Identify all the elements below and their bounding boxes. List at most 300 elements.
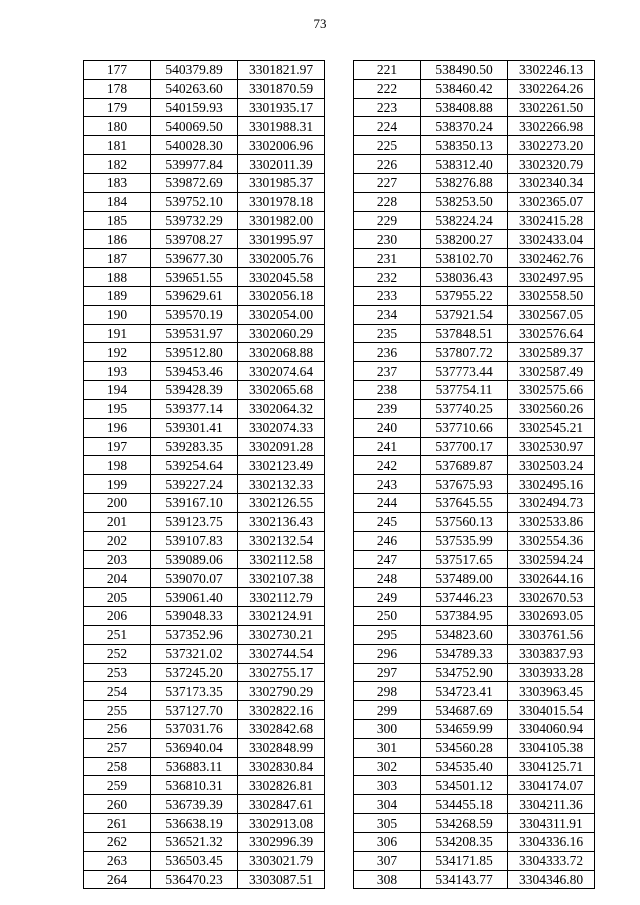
x-coordinate-cell: 538408.88 [421,98,508,117]
x-coordinate-cell: 539107.83 [151,531,238,550]
x-coordinate-cell: 538036.43 [421,268,508,287]
table-row [84,701,325,720]
y-coordinate-cell: 3302848.99 [238,738,325,757]
x-coordinate-cell: 539061.40 [151,588,238,607]
y-coordinate-cell: 3302503.24 [508,456,595,475]
point-number-cell: 300 [354,719,421,738]
point-number-cell: 299 [354,701,421,720]
table-row [84,531,325,550]
point-number-cell: 245 [354,512,421,531]
table-row [354,173,595,192]
y-coordinate-cell: 3302594.24 [508,550,595,569]
y-coordinate-cell: 3302744.54 [238,644,325,663]
x-coordinate-cell: 537955.22 [421,286,508,305]
y-coordinate-cell: 3302011.39 [238,155,325,174]
x-coordinate-cell: 540028.30 [151,136,238,155]
y-coordinate-cell: 3302068.88 [238,343,325,362]
point-number-cell: 200 [84,494,151,513]
point-number-cell: 237 [354,362,421,381]
y-coordinate-cell: 3304336.16 [508,832,595,851]
table-row [354,155,595,174]
table-row [354,832,595,851]
point-number-cell: 186 [84,230,151,249]
y-coordinate-cell: 3302123.49 [238,456,325,475]
point-number-cell: 230 [354,230,421,249]
x-coordinate-cell: 537352.96 [151,625,238,644]
point-number-cell: 303 [354,776,421,795]
point-number-cell: 178 [84,79,151,98]
table-row [84,268,325,287]
point-number-cell: 298 [354,682,421,701]
y-coordinate-cell: 3301985.37 [238,173,325,192]
table-row [354,418,595,437]
point-number-cell: 242 [354,456,421,475]
table-row [354,512,595,531]
x-coordinate-cell: 540069.50 [151,117,238,136]
x-coordinate-cell: 540379.89 [151,61,238,80]
point-number-cell: 255 [84,701,151,720]
point-number-cell: 188 [84,268,151,287]
point-number-cell: 206 [84,607,151,626]
page-number: 73 [313,16,327,31]
point-number-cell: 244 [354,494,421,513]
table-row [84,870,325,889]
y-coordinate-cell: 3304333.72 [508,851,595,870]
y-coordinate-cell: 3301870.59 [238,79,325,98]
y-coordinate-cell: 3302644.16 [508,569,595,588]
y-coordinate-cell: 3304211.36 [508,795,595,814]
x-coordinate-cell: 538253.50 [421,192,508,211]
x-coordinate-cell: 534208.35 [421,832,508,851]
y-coordinate-cell: 3302462.76 [508,249,595,268]
point-number-cell: 239 [354,399,421,418]
x-coordinate-cell: 539752.10 [151,192,238,211]
table-row [84,512,325,531]
table-row [84,682,325,701]
x-coordinate-cell: 537675.93 [421,475,508,494]
y-coordinate-cell: 3302320.79 [508,155,595,174]
y-coordinate-cell: 3303933.28 [508,663,595,682]
table-row [84,173,325,192]
x-coordinate-cell: 539629.61 [151,286,238,305]
y-coordinate-cell: 3302132.54 [238,531,325,550]
table-row [354,569,595,588]
y-coordinate-cell: 3302847.61 [238,795,325,814]
table-row [354,305,595,324]
x-coordinate-cell: 534501.12 [421,776,508,795]
point-number-cell: 231 [354,249,421,268]
y-coordinate-cell: 3302554.36 [508,531,595,550]
table-row [354,456,595,475]
y-coordinate-cell: 3302261.50 [508,98,595,117]
y-coordinate-cell: 3302074.33 [238,418,325,437]
x-coordinate-cell: 538490.50 [421,61,508,80]
point-number-cell: 184 [84,192,151,211]
point-number-cell: 262 [84,832,151,851]
y-coordinate-cell: 3302132.33 [238,475,325,494]
x-coordinate-cell: 539453.46 [151,362,238,381]
y-coordinate-cell: 3302056.18 [238,286,325,305]
point-number-cell: 227 [354,173,421,192]
point-number-cell: 235 [354,324,421,343]
x-coordinate-cell: 538460.42 [421,79,508,98]
table-row [84,286,325,305]
table-row [354,211,595,230]
point-number-cell: 308 [354,870,421,889]
x-coordinate-cell: 534171.85 [421,851,508,870]
point-number-cell: 254 [84,682,151,701]
x-coordinate-cell: 539570.19 [151,305,238,324]
y-coordinate-cell: 3302730.21 [238,625,325,644]
table-row [354,607,595,626]
y-coordinate-cell: 3303761.56 [508,625,595,644]
table-row [354,343,595,362]
table-row [84,738,325,757]
y-coordinate-cell: 3302126.55 [238,494,325,513]
y-coordinate-cell: 3302107.38 [238,569,325,588]
table-row [84,851,325,870]
point-number-cell: 196 [84,418,151,437]
y-coordinate-cell: 3304125.71 [508,757,595,776]
table-row [84,795,325,814]
table-row [354,362,595,381]
x-coordinate-cell: 537645.55 [421,494,508,513]
point-number-cell: 187 [84,249,151,268]
point-number-cell: 183 [84,173,151,192]
x-coordinate-cell: 534723.41 [421,682,508,701]
table-row [354,588,595,607]
x-coordinate-cell: 537245.20 [151,663,238,682]
table-row [354,851,595,870]
point-number-cell: 195 [84,399,151,418]
table-row [84,625,325,644]
point-number-cell: 238 [354,381,421,400]
y-coordinate-cell: 3302842.68 [238,719,325,738]
x-coordinate-cell: 534143.77 [421,870,508,889]
point-number-cell: 263 [84,851,151,870]
y-coordinate-cell: 3302576.64 [508,324,595,343]
point-number-cell: 295 [354,625,421,644]
y-coordinate-cell: 3302913.08 [238,814,325,833]
point-number-cell: 185 [84,211,151,230]
table-row [84,814,325,833]
table-row [354,286,595,305]
table-row [84,117,325,136]
table-row [84,456,325,475]
y-coordinate-cell: 3302005.76 [238,249,325,268]
x-coordinate-cell: 539677.30 [151,249,238,268]
y-coordinate-cell: 3302560.26 [508,399,595,418]
y-coordinate-cell: 3302060.29 [238,324,325,343]
x-coordinate-cell: 537773.44 [421,362,508,381]
x-coordinate-cell: 537740.25 [421,399,508,418]
table-row [354,230,595,249]
y-coordinate-cell: 3302830.84 [238,757,325,776]
y-coordinate-cell: 3302112.79 [238,588,325,607]
y-coordinate-cell: 3302587.49 [508,362,595,381]
point-number-cell: 301 [354,738,421,757]
point-number-cell: 264 [84,870,151,889]
point-number-cell: 253 [84,663,151,682]
table-row [354,701,595,720]
y-coordinate-cell: 3302065.68 [238,381,325,400]
x-coordinate-cell: 536521.32 [151,832,238,851]
point-number-cell: 201 [84,512,151,531]
x-coordinate-cell: 537031.76 [151,719,238,738]
table-row [354,682,595,701]
table-row [354,61,595,80]
x-coordinate-cell: 539254.64 [151,456,238,475]
table-row [354,475,595,494]
x-coordinate-cell: 539089.06 [151,550,238,569]
table-row [84,61,325,80]
point-number-cell: 260 [84,795,151,814]
point-number-cell: 246 [354,531,421,550]
x-coordinate-cell: 539377.14 [151,399,238,418]
table-row [354,494,595,513]
y-coordinate-cell: 3302558.50 [508,286,595,305]
x-coordinate-cell: 537446.23 [421,588,508,607]
x-coordinate-cell: 537848.51 [421,324,508,343]
point-number-cell: 306 [354,832,421,851]
point-number-cell: 241 [354,437,421,456]
y-coordinate-cell: 3302136.43 [238,512,325,531]
x-coordinate-cell: 536503.45 [151,851,238,870]
coordinates-table-left [83,60,325,889]
x-coordinate-cell: 537384.95 [421,607,508,626]
point-number-cell: 233 [354,286,421,305]
table-row [354,757,595,776]
x-coordinate-cell: 539227.24 [151,475,238,494]
y-coordinate-cell: 3302996.39 [238,832,325,851]
y-coordinate-cell: 3302074.64 [238,362,325,381]
table-row [84,381,325,400]
table-row [84,305,325,324]
y-coordinate-cell: 3304060.94 [508,719,595,738]
table-row [84,79,325,98]
x-coordinate-cell: 539123.75 [151,512,238,531]
y-coordinate-cell: 3302124.91 [238,607,325,626]
y-coordinate-cell: 3302826.81 [238,776,325,795]
point-number-cell: 194 [84,381,151,400]
point-number-cell: 222 [354,79,421,98]
x-coordinate-cell: 539428.39 [151,381,238,400]
x-coordinate-cell: 539070.07 [151,569,238,588]
point-number-cell: 257 [84,738,151,757]
table-row [84,211,325,230]
point-number-cell: 193 [84,362,151,381]
y-coordinate-cell: 3301935.17 [238,98,325,117]
y-coordinate-cell: 3301978.18 [238,192,325,211]
y-coordinate-cell: 3302495.16 [508,475,595,494]
table-row [84,757,325,776]
point-number-cell: 234 [354,305,421,324]
x-coordinate-cell: 536470.23 [151,870,238,889]
y-coordinate-cell: 3302273.20 [508,136,595,155]
table-row [84,475,325,494]
y-coordinate-cell: 3302670.53 [508,588,595,607]
y-coordinate-cell: 3302091.28 [238,437,325,456]
y-coordinate-cell: 3301988.31 [238,117,325,136]
x-coordinate-cell: 539531.97 [151,324,238,343]
x-coordinate-cell: 540159.93 [151,98,238,117]
x-coordinate-cell: 537754.11 [421,381,508,400]
table-row [84,437,325,456]
x-coordinate-cell: 534535.40 [421,757,508,776]
point-number-cell: 180 [84,117,151,136]
y-coordinate-cell: 3302589.37 [508,343,595,362]
point-number-cell: 247 [354,550,421,569]
point-number-cell: 198 [84,456,151,475]
point-number-cell: 250 [354,607,421,626]
point-number-cell: 191 [84,324,151,343]
y-coordinate-cell: 3302693.05 [508,607,595,626]
x-coordinate-cell: 538102.70 [421,249,508,268]
x-coordinate-cell: 537127.70 [151,701,238,720]
table-row [354,98,595,117]
x-coordinate-cell: 534789.33 [421,644,508,663]
table-row [354,814,595,833]
x-coordinate-cell: 537173.35 [151,682,238,701]
point-number-cell: 252 [84,644,151,663]
table-row [84,155,325,174]
table-row [84,249,325,268]
point-number-cell: 179 [84,98,151,117]
y-coordinate-cell: 3302054.00 [238,305,325,324]
table-row [354,776,595,795]
table-row [84,550,325,569]
x-coordinate-cell: 539872.69 [151,173,238,192]
x-coordinate-cell: 538200.27 [421,230,508,249]
y-coordinate-cell: 3302112.58 [238,550,325,569]
table-row [354,663,595,682]
y-coordinate-cell: 3302266.98 [508,117,595,136]
x-coordinate-cell: 534560.28 [421,738,508,757]
table-row [84,343,325,362]
point-number-cell: 226 [354,155,421,174]
x-coordinate-cell: 536940.04 [151,738,238,757]
table-row [84,569,325,588]
x-coordinate-cell: 540263.60 [151,79,238,98]
point-number-cell: 258 [84,757,151,776]
point-number-cell: 240 [354,418,421,437]
y-coordinate-cell: 3302575.66 [508,381,595,400]
table-row [84,362,325,381]
table-row [84,832,325,851]
y-coordinate-cell: 3302567.05 [508,305,595,324]
y-coordinate-cell: 3302340.34 [508,173,595,192]
y-coordinate-cell: 3303087.51 [238,870,325,889]
x-coordinate-cell: 534455.18 [421,795,508,814]
point-number-cell: 236 [354,343,421,362]
point-number-cell: 225 [354,136,421,155]
y-coordinate-cell: 3304346.80 [508,870,595,889]
table-row [354,719,595,738]
y-coordinate-cell: 3303963.45 [508,682,595,701]
y-coordinate-cell: 3302365.07 [508,192,595,211]
y-coordinate-cell: 3301995.97 [238,230,325,249]
point-number-cell: 181 [84,136,151,155]
table-row [354,117,595,136]
x-coordinate-cell: 538370.24 [421,117,508,136]
y-coordinate-cell: 3303021.79 [238,851,325,870]
y-coordinate-cell: 3302433.04 [508,230,595,249]
x-coordinate-cell: 536638.19 [151,814,238,833]
point-number-cell: 305 [354,814,421,833]
point-number-cell: 197 [84,437,151,456]
table-row [354,437,595,456]
point-number-cell: 202 [84,531,151,550]
point-number-cell: 259 [84,776,151,795]
x-coordinate-cell: 537807.72 [421,343,508,362]
point-number-cell: 307 [354,851,421,870]
table-row [354,795,595,814]
point-number-cell: 229 [354,211,421,230]
point-number-cell: 192 [84,343,151,362]
table-row [84,719,325,738]
y-coordinate-cell: 3303837.93 [508,644,595,663]
table-row [354,249,595,268]
table-row [354,324,595,343]
x-coordinate-cell: 537560.13 [421,512,508,531]
table-row [84,776,325,795]
point-number-cell: 205 [84,588,151,607]
y-coordinate-cell: 3302006.96 [238,136,325,155]
point-number-cell: 189 [84,286,151,305]
table-row [354,625,595,644]
point-number-cell: 199 [84,475,151,494]
point-number-cell: 249 [354,588,421,607]
y-coordinate-cell: 3302755.17 [238,663,325,682]
y-coordinate-cell: 3302533.86 [508,512,595,531]
x-coordinate-cell: 534752.90 [421,663,508,682]
table-row [84,230,325,249]
y-coordinate-cell: 3301982.00 [238,211,325,230]
x-coordinate-cell: 538312.40 [421,155,508,174]
table-row [84,98,325,117]
y-coordinate-cell: 3304311.91 [508,814,595,833]
point-number-cell: 221 [354,61,421,80]
x-coordinate-cell: 537700.17 [421,437,508,456]
table-row [84,324,325,343]
point-number-cell: 302 [354,757,421,776]
y-coordinate-cell: 3302822.16 [238,701,325,720]
x-coordinate-cell: 536810.31 [151,776,238,795]
y-coordinate-cell: 3301821.97 [238,61,325,80]
table-row [84,136,325,155]
point-number-cell: 228 [354,192,421,211]
point-number-cell: 223 [354,98,421,117]
table-row [354,136,595,155]
y-coordinate-cell: 3302530.97 [508,437,595,456]
x-coordinate-cell: 539977.84 [151,155,238,174]
point-number-cell: 224 [354,117,421,136]
x-coordinate-cell: 537489.00 [421,569,508,588]
table-row [84,418,325,437]
x-coordinate-cell: 537710.66 [421,418,508,437]
table-row [354,738,595,757]
point-number-cell: 304 [354,795,421,814]
coordinates-table-right [353,60,595,889]
y-coordinate-cell: 3304105.38 [508,738,595,757]
point-number-cell: 182 [84,155,151,174]
table-row [84,644,325,663]
x-coordinate-cell: 539512.80 [151,343,238,362]
x-coordinate-cell: 539301.41 [151,418,238,437]
x-coordinate-cell: 537921.54 [421,305,508,324]
y-coordinate-cell: 3302494.73 [508,494,595,513]
x-coordinate-cell: 536739.39 [151,795,238,814]
